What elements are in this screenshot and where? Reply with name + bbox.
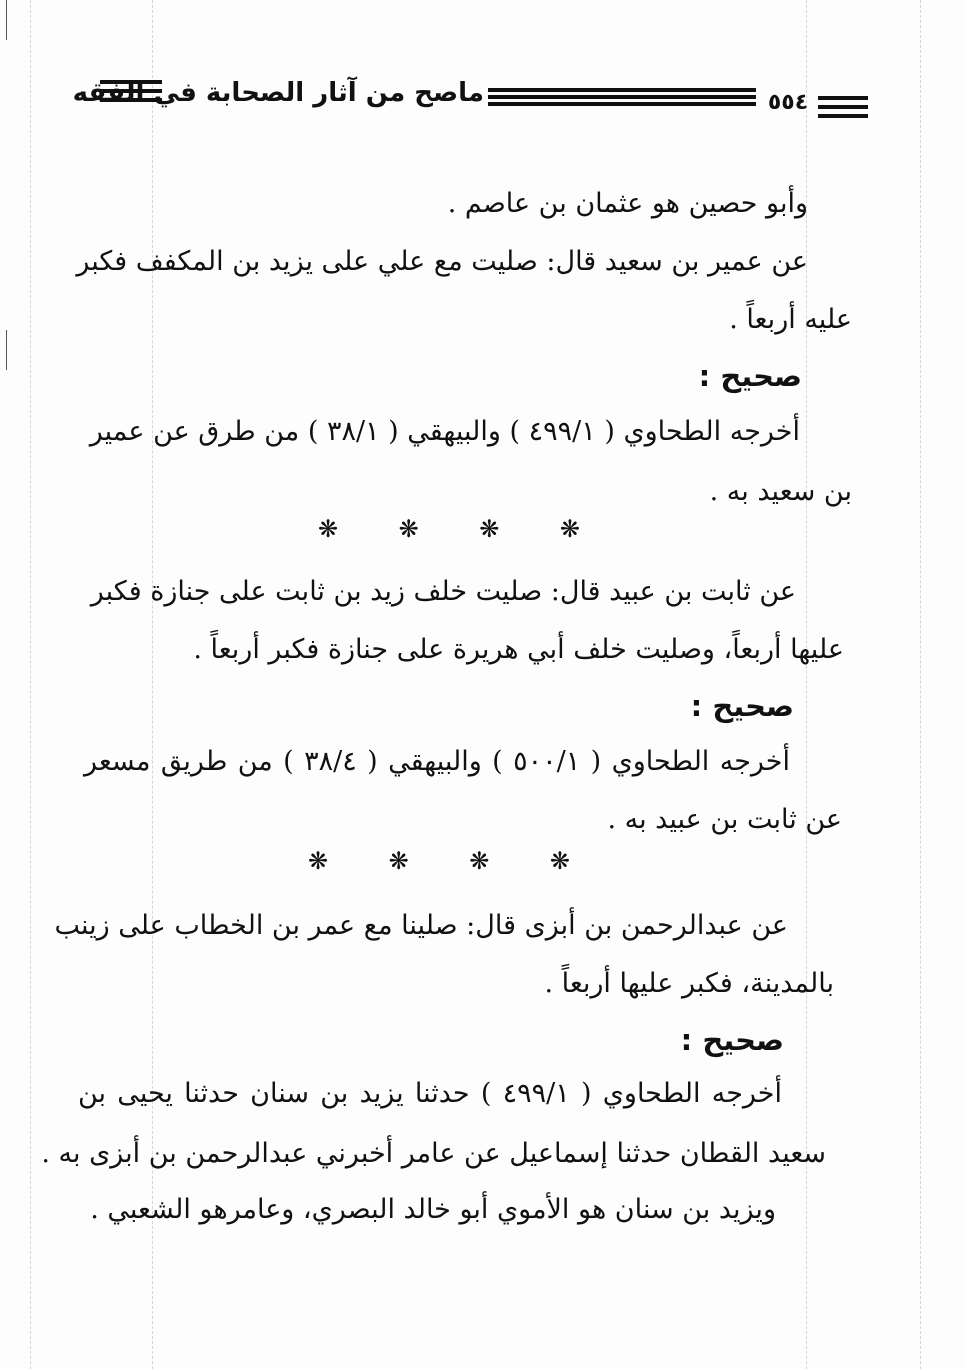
text-line: ويزيد بن سنان هو الأموي أبو خالد البصري، وعامرهو الشعبي . [90,1194,776,1225]
section-separator [308,846,570,876]
text-line: بن سعيد به . [709,476,852,507]
ornament-star-icon: ❋ [479,515,500,543]
text-line: عليها أربعاً، وصليت خلف أبي هريرة على جنازة فكبر أربعاً . [193,634,844,665]
ornament-star-icon: ❋ [549,847,570,875]
ornament-star-icon: ❋ [559,515,580,543]
text-line: عن عبدالرحمن بن أبزى قال: صلينا مع عمر بن الخطاب على زينب [54,910,788,941]
text-line: عليه أربعاً . [729,304,852,335]
text-line: وأبو حصين هو عثمان بن عاصم . [447,188,808,219]
text-line: عن ثابت بن عبيد به . [607,804,842,835]
scan-edge-mark [6,330,7,370]
ornament-star-icon: ❋ [398,515,419,543]
ornament-star-icon: ❋ [388,847,409,875]
header-title: ماصح من آثار الصحابة في الفقه [72,78,484,108]
header-rule-middle [488,88,756,106]
page-number: ٥٥٤ [767,90,809,115]
header-rule-right [818,96,868,118]
text-line: أخرجه الطحاوي ( ٤٩٩/١ ) والبيهقي ( ٣٨/١ ) من طرق عن عمير [89,416,800,447]
section-heading-sahih: صحيح : [698,359,802,393]
text-line: أخرجه الطحاوي ( ٤٩٩/١ ) حدثنا يزيد بن سنان حدثنا يحيى بن [78,1078,782,1109]
ornament-star-icon: ❋ [318,515,339,543]
running-header [72,74,870,124]
scan-guide-line [920,0,921,1369]
text-line: سعيد القطان حدثنا إسماعيل عن عامر أخبرني عبدالرحمن بن أبزى به . [41,1138,826,1169]
ornament-star-icon: ❋ [469,847,490,875]
text-line: عن ثابت بن عبيد قال: صليت خلف زيد بن ثابت على جنازة فكبر [90,576,796,607]
ornament-star-icon: ❋ [308,847,329,875]
section-separator [318,514,580,544]
text-line: أخرجه الطحاوي ( ٥٠٠/١ ) والبيهقي ( ٣٨/٤ ) من طريق مسعر [84,746,790,777]
section-heading-sahih: صحيح : [690,689,794,723]
section-heading-sahih: صحيح : [680,1023,784,1057]
text-line: بالمدينة، فكبر عليها أربعاً . [544,968,834,999]
text-line: عن عمير بن سعيد قال: صليت مع علي على يزيد بن المكفف فكبر [76,246,808,277]
scan-guide-line [30,0,31,1369]
scan-edge-mark [6,0,7,40]
